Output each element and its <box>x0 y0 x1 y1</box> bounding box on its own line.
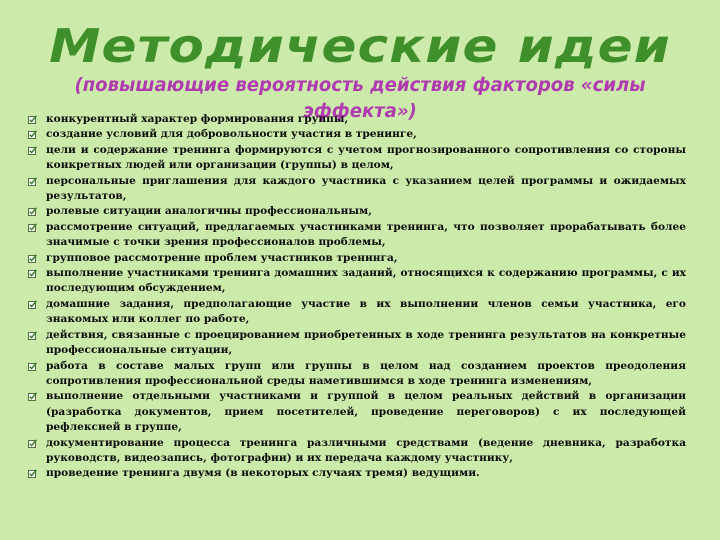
bullet-text: групповое рассмотрение проблем участников тренинга, <box>46 251 398 264</box>
bullet-item <box>26 220 686 251</box>
bullet-text: цели и содержание тренинга формируются с учетом прогнозированного сопротивления со стороны конкретных людей или организации (группы) в целом, <box>46 143 686 172</box>
bullet-text: персональные приглашения для каждого участника с указанием целей программы и ожидаемых результатов, <box>46 174 686 203</box>
bullet-item <box>26 174 686 205</box>
bullet-item <box>26 266 686 297</box>
checkmark-box-icon <box>28 331 37 340</box>
checkmark-box-icon <box>28 207 37 216</box>
bullet-item <box>26 204 686 219</box>
bullet-item <box>26 143 686 174</box>
bullet-item <box>26 112 686 127</box>
bullet-item <box>26 466 686 481</box>
bullet-text: работа в составе малых групп или группы в целом над созданием проектов преодоления сопротивления профессиональной среды наметившимся в ходе тренинга изменениям, <box>46 359 686 387</box>
bullet-list <box>26 112 686 482</box>
checkmark-box-icon <box>28 254 37 263</box>
bullet-text: выполнение участниками тренинга домашних заданий, относящихся к содержанию программы, с их последующим обсуждением, <box>46 267 686 295</box>
bullet-item <box>26 328 686 359</box>
bullet-text: действия, связанные с проецированием приобретенных в ходе тренинга результатов на конкретные профессиональные ситуации, <box>46 328 686 357</box>
bullet-text: рассмотрение ситуаций, предлагаемых участниками тренинга, что позволяет прорабатывать более значимые с точки зрения профессионалов проблемы, <box>46 220 686 249</box>
bullet-item <box>26 436 686 467</box>
bullet-text: выполнение отдельными участниками и группой в целом реальных действий в организации (разработка документов, прием посетителей, проведение переговоров) с их последующей рефлексией в группе, <box>46 390 686 434</box>
bullet-item <box>26 127 686 142</box>
bullet-text: конкурентный характер формирования группы, <box>46 113 349 125</box>
checkmark-box-icon <box>28 177 37 186</box>
checkmark-box-icon <box>28 130 37 139</box>
bullet-item <box>26 297 686 328</box>
checkmark-box-icon <box>28 115 37 124</box>
bullet-text: домашние задания, предполагающие участие в их выполнении членов семьи участника, его знакомых или коллег по работе, <box>46 297 686 326</box>
bullet-text: документирование процесса тренинга различными средствами (ведение дневника, разработка руководств, видеозапись, фотографии) и их передача каждому участнику, <box>46 436 686 464</box>
bullet-text: ролевые ситуации аналогичны профессиональным, <box>46 205 372 218</box>
checkmark-box-icon <box>28 439 37 448</box>
bullet-text: создание условий для добровольности участия в тренинге, <box>46 128 417 141</box>
slide-subtitle: (повышающие вероятность действия факторов «силы эффекта») <box>74 74 646 122</box>
checkmark-box-icon <box>28 300 37 309</box>
checkmark-box-icon <box>28 269 37 278</box>
checkmark-box-icon <box>28 223 37 232</box>
bullet-text: проведение тренинга двумя (в некоторых случаях тремя) ведущими. <box>46 467 480 480</box>
checkmark-box-icon <box>28 362 37 371</box>
bullet-item <box>26 389 686 435</box>
bullet-item <box>26 251 686 266</box>
checkmark-box-icon <box>28 146 37 155</box>
slide-title: Методические идеи <box>49 19 671 73</box>
checkmark-box-icon <box>28 469 37 478</box>
bullet-item <box>26 359 686 390</box>
checkmark-box-icon <box>28 392 37 401</box>
